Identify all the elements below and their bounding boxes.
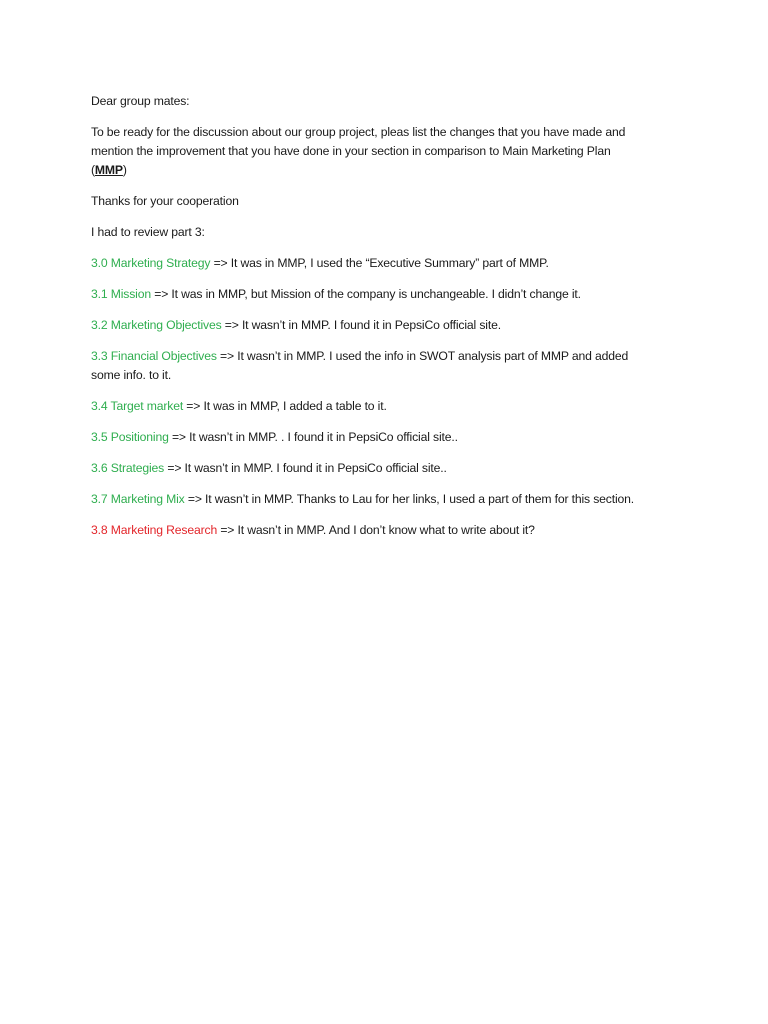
section-body: => It wasn’t in MMP. And I don’t know what to write about it? [217, 523, 535, 537]
section-body: => It was in MMP, I used the “Executive Summary” part of MMP. [210, 256, 549, 270]
thanks-line: Thanks for your cooperation [91, 194, 239, 208]
section-body-continued: some info. to it. [91, 368, 172, 382]
section-heading: 3.7 Marketing Mix [91, 492, 185, 506]
intro-line-2: mention the improvement that you have done in your section in comparison to Main Marketing Plan [91, 144, 611, 158]
section-heading: 3.6 Strategies [91, 461, 165, 475]
section-heading-unfinished: 3.8 Marketing Research [91, 523, 218, 537]
intro-open-paren: ( [91, 163, 95, 177]
section-item [91, 459, 691, 478]
section-item [91, 285, 691, 304]
section-item [91, 254, 691, 273]
intro-paragraph [91, 123, 691, 180]
section-item [91, 397, 691, 416]
section-heading: 3.2 Marketing Objectives [91, 318, 222, 332]
review-intro: I had to review part 3: [91, 225, 205, 239]
section-item [91, 521, 691, 540]
section-heading: 3.4 Target market [91, 399, 184, 413]
intro-line-1: To be ready for the discussion about our group project, pleas list the changes that you have made and [91, 125, 626, 139]
section-body: => It wasn’t in MMP. I found it in PepsiCo official site.. [164, 461, 447, 475]
mmp-abbreviation: MMP [94, 163, 123, 177]
section-item [91, 428, 691, 447]
section-item [91, 316, 691, 335]
section-body: => It wasn’t in MMP. Thanks to Lau for her links, I used a part of them for this section. [184, 492, 635, 506]
greeting: Dear group mates: [91, 94, 190, 108]
section-heading: 3.1 Mission [91, 287, 151, 301]
section-heading: 3.3 Financial Objectives [91, 349, 217, 363]
section-body: => It was in MMP, but Mission of the company is unchangeable. I didn’t change it. [151, 287, 581, 301]
document-page [91, 92, 691, 552]
section-body: => It wasn’t in MMP. I used the info in SWOT analysis part of MMP and added [216, 349, 629, 363]
section-body: => It wasn’t in MMP. I found it in PepsiCo official site. [221, 318, 501, 332]
section-body: => It was in MMP, I added a table to it. [183, 399, 387, 413]
section-heading: 3.0 Marketing Strategy [91, 256, 211, 270]
intro-close-paren: ) [122, 163, 127, 177]
section-body: => It wasn’t in MMP. . I found it in PepsiCo official site.. [168, 430, 458, 444]
section-item [91, 490, 691, 509]
section-heading: 3.5 Positioning [91, 430, 169, 444]
section-item [91, 347, 691, 385]
